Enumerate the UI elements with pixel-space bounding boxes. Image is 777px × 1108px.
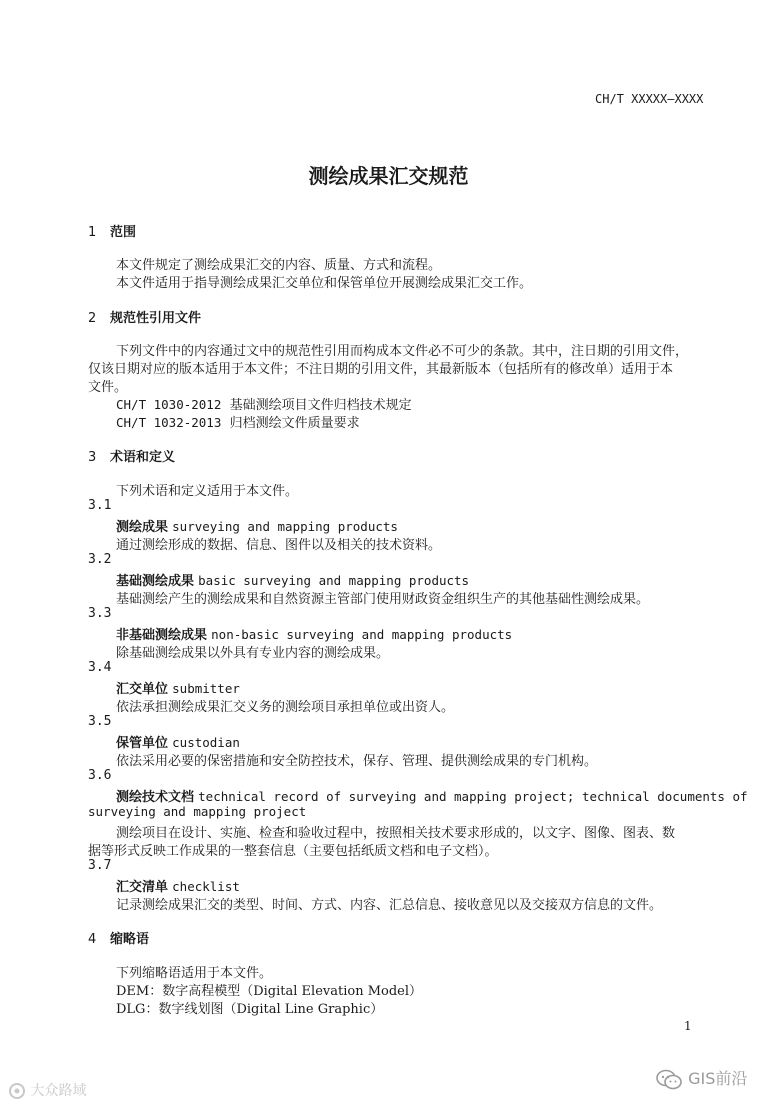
term-zh: 基础测绘成果 [116, 574, 195, 589]
clause-number: 3.7 [88, 858, 112, 873]
watermark-text: GIS前沿 [688, 1069, 748, 1088]
section-title: 缩略语 [110, 932, 150, 947]
watermark-right [655, 1066, 747, 1091]
term-definition: 通过测绘形成的数据、信息、图件以及相关的技术资料。 [116, 538, 442, 553]
term-en: surveying and mapping products [172, 519, 398, 534]
section-title: 范围 [110, 225, 137, 240]
term-zh: 测绘成果 [116, 520, 169, 535]
section-2-heading [88, 307, 201, 326]
watermark-left [8, 1080, 86, 1100]
term-en: custodian [172, 735, 240, 750]
section-number: 2 [88, 311, 97, 326]
term-zh: 保管单位 [116, 736, 169, 751]
clause-number: 3.1 [88, 498, 112, 513]
clause-number: 3.4 [88, 660, 112, 675]
section-4-heading [88, 928, 149, 947]
term-zh: 非基础测绘成果 [116, 628, 208, 643]
term-zh: 汇交单位 [116, 682, 169, 697]
reference-code: CH/T 1030-2012 [116, 397, 222, 412]
reference-item [116, 394, 412, 413]
term-definition: 依法承担测绘成果汇交义务的测绘项目承担单位或出资人。 [116, 700, 455, 715]
section-title: 规范性引用文件 [110, 311, 202, 326]
term-en: basic surveying and mapping products [198, 573, 470, 588]
abbreviation-item: DLG：数字线划图（Digital Line Graphic） [116, 1002, 384, 1017]
term-en: non-basic surveying and mapping products [211, 627, 513, 642]
term-en: surveying and mapping project [88, 804, 307, 819]
term-entry [116, 732, 240, 751]
wechat-icon [655, 1069, 683, 1091]
clause-number: 3.5 [88, 714, 112, 729]
section-1-heading [88, 221, 136, 240]
page-number: 1 [684, 1019, 692, 1033]
reference-name: 基础测绘项目文件归档技术规定 [229, 398, 412, 413]
paragraph-line: 文件。 [88, 380, 128, 395]
watermark-logo-icon [8, 1082, 26, 1100]
term-entry [116, 516, 398, 535]
paragraph-line: 下列文件中的内容通过文中的规范性引用而构成本文件必不可少的条款。其中，注日期的引用文件， [116, 344, 689, 359]
clause-number: 3.6 [88, 768, 112, 783]
reference-item [116, 412, 360, 431]
section-title: 术语和定义 [110, 450, 176, 465]
section-number: 1 [88, 225, 97, 240]
term-zh: 汇交清单 [116, 880, 169, 895]
document-title: 测绘成果汇交规范 [308, 164, 469, 188]
reference-code: CH/T 1032-2013 [116, 415, 222, 430]
term-en: checklist [172, 879, 240, 894]
term-definition: 测绘项目在设计、实施、检查和验收过程中，按照相关技术要求形成的，以文字、图像、图表、数 [116, 826, 676, 841]
paragraph: 本文件规定了测绘成果汇交的内容、质量、方式和流程。 [116, 258, 442, 273]
paragraph: 下列缩略语适用于本文件。 [116, 966, 273, 981]
section-number: 3 [88, 450, 97, 465]
standard-code: CH/T XXXXX—XXXX [595, 92, 704, 106]
reference-name: 归档测绘文件质量要求 [229, 416, 360, 431]
term-entry [116, 678, 240, 697]
term-en-continued [88, 804, 306, 820]
clause-number: 3.2 [88, 552, 112, 567]
abbreviation-item: DEM：数字高程模型（Digital Elevation Model） [116, 984, 423, 999]
term-definition: 依法采用必要的保密措施和安全防控技术，保存、管理、提供测绘成果的专门机构。 [116, 754, 598, 769]
term-en: technical record of surveying and mapping project; technical documents of [198, 789, 748, 804]
paragraph: 下列术语和定义适用于本文件。 [116, 484, 299, 499]
section-3-heading [88, 446, 175, 465]
term-entry [116, 876, 240, 895]
term-entry [116, 570, 469, 589]
term-entry [116, 624, 512, 643]
paragraph: 本文件适用于指导测绘成果汇交单位和保管单位开展测绘成果汇交工作。 [116, 276, 533, 291]
term-definition-continued: 据等形式反映工作成果的一整套信息（主要包括纸质文档和电子文档）。 [88, 844, 498, 859]
term-definition: 基础测绘产生的测绘成果和自然资源主管部门使用财政资金组织生产的其他基础性测绘成果。 [116, 592, 650, 607]
clause-number: 3.3 [88, 606, 112, 621]
term-definition: 除基础测绘成果以外具有专业内容的测绘成果。 [116, 646, 390, 661]
paragraph-line: 仅该日期对应的版本适用于本文件；不注日期的引用文件，其最新版本（包括所有的修改单）适用于本 [88, 362, 674, 377]
term-en: submitter [172, 681, 240, 696]
term-definition: 记录测绘成果汇交的类型、时间、方式、内容、汇总信息、接收意见以及交接双方信息的文件。 [116, 898, 663, 913]
term-entry [116, 786, 748, 805]
term-zh: 测绘技术文档 [116, 790, 195, 805]
section-number: 4 [88, 932, 97, 947]
watermark-text: 大众路域 [30, 1083, 87, 1099]
